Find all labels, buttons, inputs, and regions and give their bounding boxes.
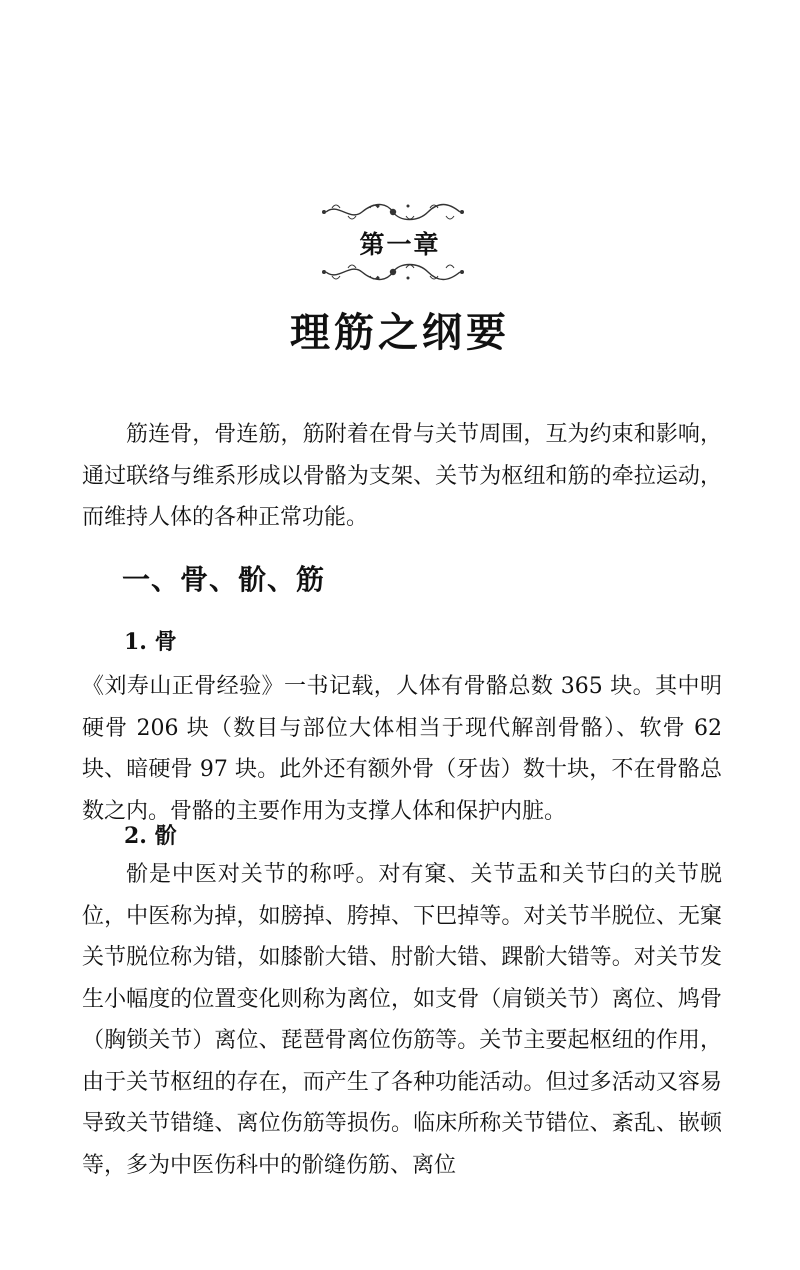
- section-heading: 一、骨、骱、筋: [122, 563, 326, 596]
- decorative-vine-top: [318, 198, 468, 226]
- intro-paragraph: 筋连骨，骨连筋，筋附着在骨与关节周围，互为约束和影响，通过联络与维系形成以骨骼为支架、关节为枢纽和筋的牵拉运动，而维持人体的各种正常功能。: [82, 422, 722, 530]
- chapter-label: 第一章: [359, 230, 441, 259]
- chapter-title: 理筋之纲要: [290, 309, 510, 356]
- subsection-paragraph-bone: 《刘寿山正骨经验》一书记载，人体有骨骼总数 365 块。其中明硬骨 206 块（数目与部位大体相当于现代解剖骨骼）、软骨 62 块、暗硬骨 97 块。此外还有额外骨（牙齿）数十块，不在骨骼总数之内。骨骼的主要作用为支撑人体和保护内脏。: [82, 674, 722, 824]
- subsection-heading-joint: 2. 骱: [124, 823, 177, 849]
- decorative-vine-bottom: [318, 258, 468, 286]
- subsection-paragraph-joint: 骱是中医对关节的称呼。对有窠、关节盂和关节臼的关节脱位，中医称为掉，如膀掉、胯掉、下巴掉等。对关节半脱位、无窠关节脱位称为错，如膝骱大错、肘骱大错、踝骱大错等。对关节发生小幅度的位置变化则称为离位，如支骨（肩锁关节）离位、鸠骨（胸锁关节）离位、琵琶骨离位伤筋等。关节主要起枢纽的作用，由于关节枢纽的存在，而产生了各种功能活动。但过多活动又容易导致关节错缝、离位伤筋等损伤。临床所称关节错位、紊乱、嵌顿等，多为中医伤科中的骱缝伤筋、离位: [82, 862, 722, 1178]
- subsection-heading-bone: 1. 骨: [124, 629, 177, 655]
